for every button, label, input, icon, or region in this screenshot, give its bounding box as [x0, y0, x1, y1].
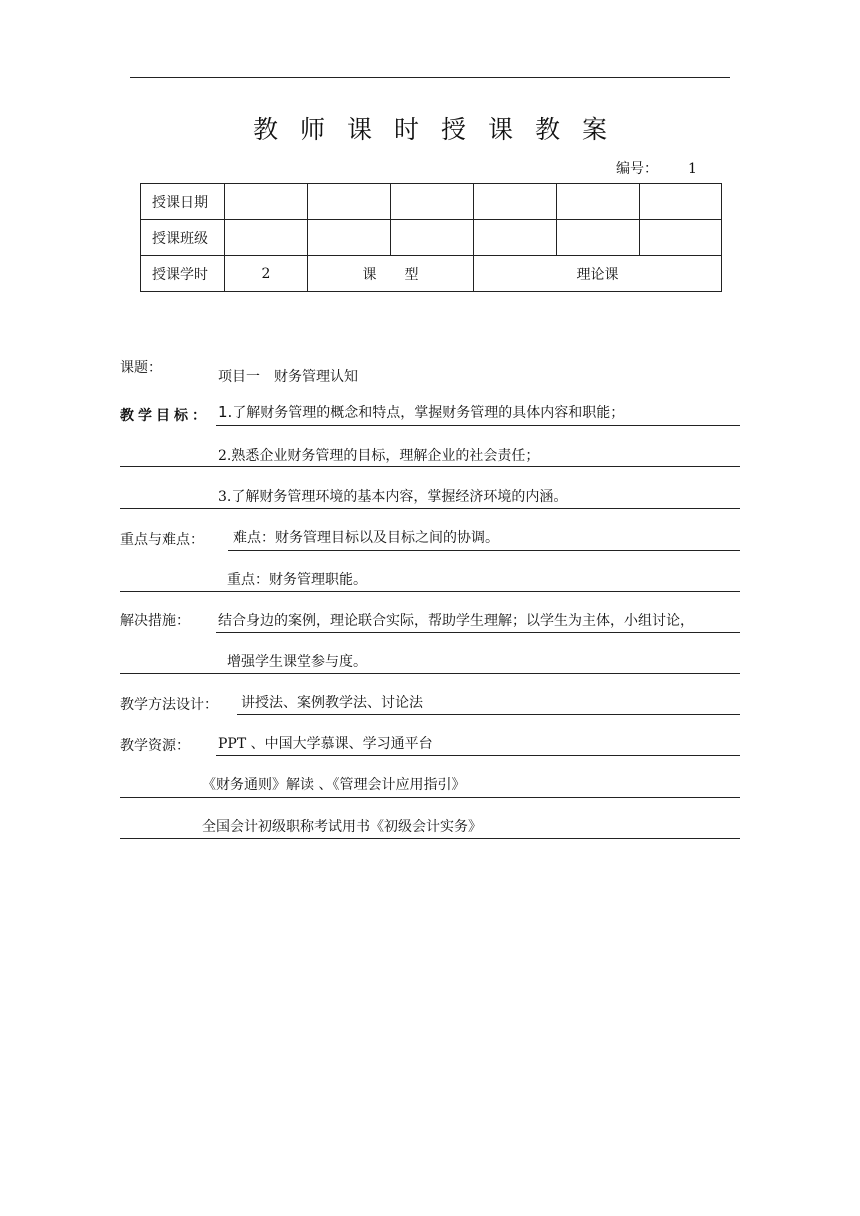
resource-1-underline	[216, 755, 740, 756]
table-cell	[557, 220, 640, 256]
resource-2-underline	[120, 797, 740, 798]
number-value: 1	[688, 161, 697, 177]
resource-1: PPT 、中国大学慕课、学习通平台	[218, 736, 433, 752]
resource-3: 全国会计初级职称考试用书《初级会计实务》	[202, 819, 482, 835]
method-value: 讲授法、案例教学法、讨论法	[241, 695, 423, 711]
hours-label: 授课学时	[141, 256, 225, 292]
table-row	[141, 256, 722, 292]
difficulty-text: 难点：财务管理目标以及目标之间的协调。	[233, 530, 499, 546]
class-label: 授课班级	[141, 220, 225, 256]
table-cell	[308, 184, 391, 220]
resource-2: 《财务通则》解读 、《管理会计应用指引》	[202, 777, 466, 793]
goal-1-number: 1.	[218, 403, 233, 421]
goal-1	[218, 402, 624, 422]
measures-underline-2	[120, 673, 740, 674]
topic-value: 项目一 财务管理认知	[218, 369, 358, 385]
goal-3: 3.了解财务管理环境的基本内容，掌握经济环境的内涵。	[218, 489, 568, 505]
top-rule	[130, 77, 730, 78]
method-underline	[237, 714, 740, 715]
type-value: 理论课	[474, 256, 722, 292]
method-label: 教学方法设计：	[120, 697, 218, 713]
table-cell	[474, 184, 557, 220]
key-label: 重点与难点：	[120, 532, 204, 548]
measures-line-1: 结合身边的案例，理论联合实际，帮助学生理解；以学生为主体，小组讨论，	[218, 613, 694, 629]
document-number	[616, 158, 697, 178]
page-title: 教师课时授课教案	[252, 115, 629, 144]
table-cell	[391, 184, 474, 220]
table-row	[141, 220, 722, 256]
table-cell	[640, 184, 722, 220]
table-cell	[308, 220, 391, 256]
date-label: 授课日期	[141, 184, 225, 220]
goal-1-underline	[216, 425, 740, 426]
topic-label: 课题：	[120, 360, 162, 376]
lesson-info-table	[140, 183, 722, 292]
key-point-underline	[120, 591, 740, 592]
goal-3-underline	[120, 508, 740, 509]
table-cell	[225, 220, 308, 256]
goal-1-text: 了解财务管理的概念和特点，掌握财务管理的具体内容和职能；	[232, 405, 625, 421]
type-label: 课 型	[308, 256, 474, 292]
measures-underline-1	[216, 632, 740, 633]
goal-2-underline	[120, 466, 740, 467]
goal-2: 2.熟悉企业财务管理的目标，理解企业的社会责任；	[218, 448, 540, 464]
table-row	[141, 184, 722, 220]
hours-value: 2	[225, 256, 308, 292]
measures-line-2: 增强学生课堂参与度。	[227, 654, 367, 670]
table-cell	[474, 220, 557, 256]
resources-label: 教学资源：	[120, 738, 190, 754]
resource-3-underline	[120, 838, 740, 839]
table-cell	[225, 184, 308, 220]
difficulty-underline	[228, 550, 740, 551]
key-point-text: 重点：财务管理职能。	[227, 572, 367, 588]
number-label: 编号：	[616, 161, 658, 177]
table-cell	[391, 220, 474, 256]
table-cell	[557, 184, 640, 220]
table-cell	[640, 220, 722, 256]
goals-label: 教学目标：	[120, 408, 210, 424]
measures-label: 解决措施：	[120, 613, 190, 629]
